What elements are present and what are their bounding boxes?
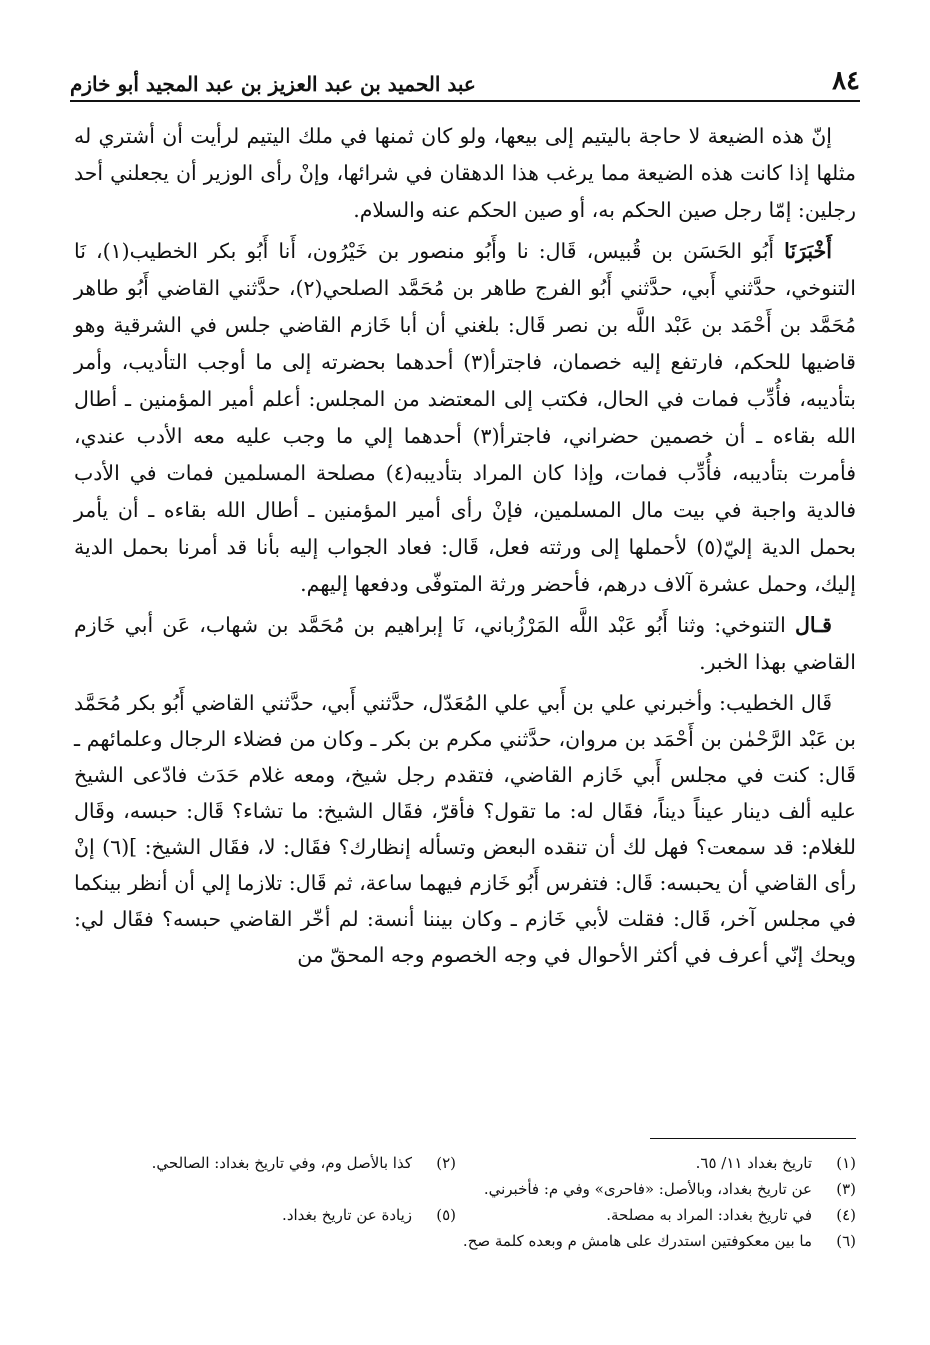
footnote-4 bbox=[456, 1202, 856, 1228]
paragraph-2-text: أَبُو الحَسَن بن قُبيس، قَال: نا وأَبُو منصور بن خَيْرُون، أَنا أَبُو بكر الخطيب(١)، نَا التنوخي، حدَّثني أَبي، حدَّثني أَبُو الفرج طاهر بن مُحَمَّد الصلحي(٢)، حدَّثني القاضي أَبُو طاهر مُحَمَّد بن أَحْمَد بن عَبْد اللَّه بن نصر قَال: بلغني أن أبا خَازم القاضي جلس في الشرقية وهو قاضيها للحكم، فارتفع إليه خصمان، فاجترأ(٣) أحدهما بحضرته إلى ما أوجب التأديب، وأمر بتأديبه، فأُدِّب فمات في الحال، فكتب إلى المعتضد من المجلس: أعلم أمير المؤمنين ـ أطال الله بقاءه ـ أن خصمين حضراني، فاجترأ(٣) أحدهما إلي ما وجب عليه معه الأدب عندي، فأمرت بتأديبه، فأُدِّب فمات، وإذا كان المراد بتأديبه(٤) مصلحة المسلمين فمات في الأدب فالدية واجبة في بيت مال المسلمين، فإنْ رأى أمير المؤمنين ـ أطال الله بقاءه ـ أن يأمر بحمل الدية إليّ(٥) لأحملها إلى ورثته فعل، قَال: فعاد الجواب إليه بأنا قد أمرنا بحمل الدية إليك، وحمل عشرة آلاف درهم، فأحضر ورثة المتوفّى ودفعها إليهم. bbox=[74, 239, 856, 596]
footnotes bbox=[74, 1150, 856, 1254]
paragraph-4: قَال الخطيب: وأخبرني علي بن أَبي علي المُعَدّل، حدَّثني أَبي، حدَّثني القاضي أَبُو بكر مُحَمَّد بن عَبْد الرَّحْمٰن بن أَحْمَد بن مروان، حدَّثني مكرم بن بكر ـ وكان من فضلاء الرجال وعلمائهم ـ قَال: كنت في مجلس أَبي خَازم القاضي، فتقدم رجل شيخ، ومعه غلام حَدَث فادّعى الشيخ عليه ألف دينار عيناً ديناً، فقَال له: ما تقول؟ فأقرّ، فقَال الشيخ: ما تشاء؟ قَال: حبسه، وقَال للغلام: قد سمعت؟ فهل لك أن تنقده البعض وتسأله إنظارك؟ فقَال: لا، فقَال الشيخ: ](٦) إنْ رأى القاضي أن يحبسه: قَال: فتفرس أَبُو خَازم فيهما ساعة، ثم قَال: تلازما إلي أن أنظر بينكما في مجلس آخر، قَال: فقلت لأبي خَازم ـ وكان بيننا أنسة: لم أخّر القاضي حبسه؟ فقَال لي: ويحك إنّي أعرف في أكثر الأحوال في وجه الخصوم وجه المحقّ من bbox=[74, 691, 856, 967]
footnote-4-text: في تاريخ بغداد: المراد به مصلحة. bbox=[606, 1206, 812, 1224]
footnote-4-number: (٤) bbox=[836, 1206, 856, 1224]
footnote-3-text: عن تاريخ بغداد، وبالأصل: «فاحرى» وفي م: فأخبرني. bbox=[483, 1180, 812, 1198]
footnote-row-1 bbox=[74, 1150, 856, 1176]
page-number: ٨٤ bbox=[832, 66, 860, 96]
paragraph-3 bbox=[74, 607, 856, 681]
footnote-1-number: (١) bbox=[836, 1154, 856, 1172]
page-header bbox=[70, 58, 860, 102]
paragraph-2 bbox=[74, 233, 856, 603]
footnote-row-2 bbox=[74, 1202, 856, 1228]
footnote-5-text: زيادة عن تاريخ بغداد. bbox=[282, 1206, 412, 1224]
main-text bbox=[74, 118, 856, 977]
footnote-2 bbox=[152, 1150, 456, 1176]
footnote-1 bbox=[456, 1150, 856, 1176]
footnote-2-number: (٢) bbox=[436, 1154, 456, 1172]
footnote-6 bbox=[74, 1228, 856, 1254]
paragraph-3-lead: قـال bbox=[795, 613, 832, 637]
footnote-3 bbox=[74, 1176, 856, 1202]
paragraph-2-lead: أَخْبَرَنَا bbox=[784, 239, 832, 263]
paragraph-1: إنّ هذه الضيعة لا حاجة باليتيم إلى بيعها، ولو كان ثمنها في ملك اليتيم لرأيت أن أشتري له مثلها إذا كانت هذه الضيعة مما يرغب هذا الدهقان في شرائها، وإنْ رأى الوزير أن يجعلني أحد رجلين: إمّا رجل صين الحكم به، أو صين الحكم عنه والسلام. bbox=[74, 124, 856, 222]
footnote-divider bbox=[650, 1138, 856, 1139]
footnote-6-text: ما بين معكوفتين استدرك على هامش م وبعده كلمة صح. bbox=[462, 1232, 812, 1250]
footnote-1-text: تاريخ بغداد ١١/ ٦٥. bbox=[695, 1154, 812, 1172]
footnote-6-number: (٦) bbox=[836, 1232, 856, 1250]
paragraph-3-text: التنوخي: وثنا أَبُو عَبْد اللَّه المَرْزُباني، نَا إبراهيم بن مُحَمَّد بن شهاب، عَن أبي خَازم القاضي بهذا الخبر. bbox=[74, 613, 856, 674]
footnote-3-number: (٣) bbox=[836, 1180, 856, 1198]
footnote-5-number: (٥) bbox=[436, 1206, 456, 1224]
footnote-2-text: كذا بالأصل وم، وفي تاريخ بغداد: الصالحي. bbox=[151, 1154, 412, 1172]
footnote-5 bbox=[282, 1202, 456, 1228]
running-title: عبد الحميد بن عبد العزيز بن عبد المجيد أبو خازم bbox=[70, 72, 476, 96]
